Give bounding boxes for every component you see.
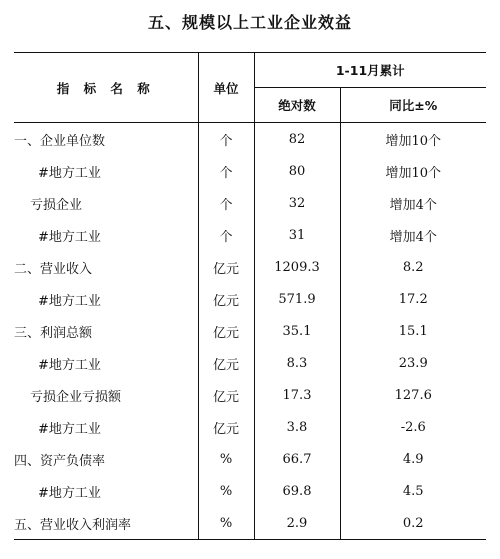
- row-yoy: 15.1: [340, 315, 486, 347]
- row-value: 82: [254, 123, 340, 156]
- row-name: #地方工业: [38, 165, 101, 181]
- row-yoy: 17.2: [340, 283, 486, 315]
- row-yoy: 4.9: [340, 443, 486, 475]
- table-row: [14, 411, 486, 443]
- table-row: [14, 187, 486, 219]
- row-value: 8.3: [254, 347, 340, 379]
- table-row: [14, 251, 486, 283]
- row-unit: %: [198, 475, 254, 507]
- row-name: 四、资产负债率: [14, 453, 106, 469]
- row-name: 三、利润总额: [14, 325, 93, 341]
- row-unit: 个: [198, 219, 254, 251]
- table-row: [14, 443, 486, 475]
- row-unit: 亿元: [198, 379, 254, 411]
- row-yoy: 增加4个: [340, 219, 486, 251]
- table-row: [14, 219, 486, 251]
- row-name: #地方工业: [38, 485, 101, 501]
- table-row: [14, 283, 486, 315]
- row-name: 亏损企业亏损额: [30, 389, 122, 405]
- row-value: 66.7: [254, 443, 340, 475]
- row-unit: 亿元: [198, 315, 254, 347]
- row-unit: 个: [198, 155, 254, 187]
- row-value: 80: [254, 155, 340, 187]
- row-yoy: 增加10个: [340, 155, 486, 187]
- row-yoy: 8.2: [340, 251, 486, 283]
- row-yoy: 4.5: [340, 475, 486, 507]
- row-unit: %: [198, 443, 254, 475]
- industry-benefit-table: [14, 52, 486, 540]
- row-yoy: -2.6: [340, 411, 486, 443]
- row-value: 32: [254, 187, 340, 219]
- table-row: [14, 379, 486, 411]
- row-yoy: 23.9: [340, 347, 486, 379]
- row-value: 3.8: [254, 411, 340, 443]
- row-yoy: 0.2: [340, 507, 486, 540]
- row-unit: 亿元: [198, 411, 254, 443]
- row-value: 1209.3: [254, 251, 340, 283]
- yoy-header: 同比±%: [340, 88, 486, 123]
- row-yoy: 增加10个: [340, 123, 486, 156]
- absolute-header: 绝对数: [254, 88, 340, 123]
- table-row: [14, 123, 486, 156]
- row-name: #地方工业: [38, 421, 101, 437]
- row-value: 571.9: [254, 283, 340, 315]
- table-row: [14, 155, 486, 187]
- row-name: #地方工业: [38, 293, 101, 309]
- row-unit: 个: [198, 187, 254, 219]
- row-name: 一、企业单位数: [14, 133, 106, 149]
- table-row: [14, 347, 486, 379]
- row-name: 五、营业收入利润率: [14, 517, 132, 533]
- row-yoy: 增加4个: [340, 187, 486, 219]
- row-unit: %: [198, 507, 254, 540]
- row-value: 35.1: [254, 315, 340, 347]
- row-value: 2.9: [254, 507, 340, 540]
- row-value: 31: [254, 219, 340, 251]
- row-value: 17.3: [254, 379, 340, 411]
- row-name: #地方工业: [38, 229, 101, 245]
- row-unit: 个: [198, 123, 254, 156]
- row-unit: 亿元: [198, 283, 254, 315]
- row-unit: 亿元: [198, 347, 254, 379]
- period-header: 1-11月累计: [254, 53, 486, 88]
- row-name: 二、营业收入: [14, 261, 93, 277]
- table-row: [14, 507, 486, 540]
- table-row: [14, 315, 486, 347]
- table-title: 五、规模以上工业企业效益: [147, 13, 352, 32]
- unit-header: 单位: [198, 53, 254, 123]
- table-row: [14, 475, 486, 507]
- row-unit: 亿元: [198, 251, 254, 283]
- table-header: [14, 53, 486, 123]
- row-value: 69.8: [254, 475, 340, 507]
- row-yoy: 127.6: [340, 379, 486, 411]
- row-name: #地方工业: [38, 357, 101, 373]
- row-name: 亏损企业: [30, 197, 83, 213]
- indicator-header: 指 标 名 称: [56, 80, 155, 96]
